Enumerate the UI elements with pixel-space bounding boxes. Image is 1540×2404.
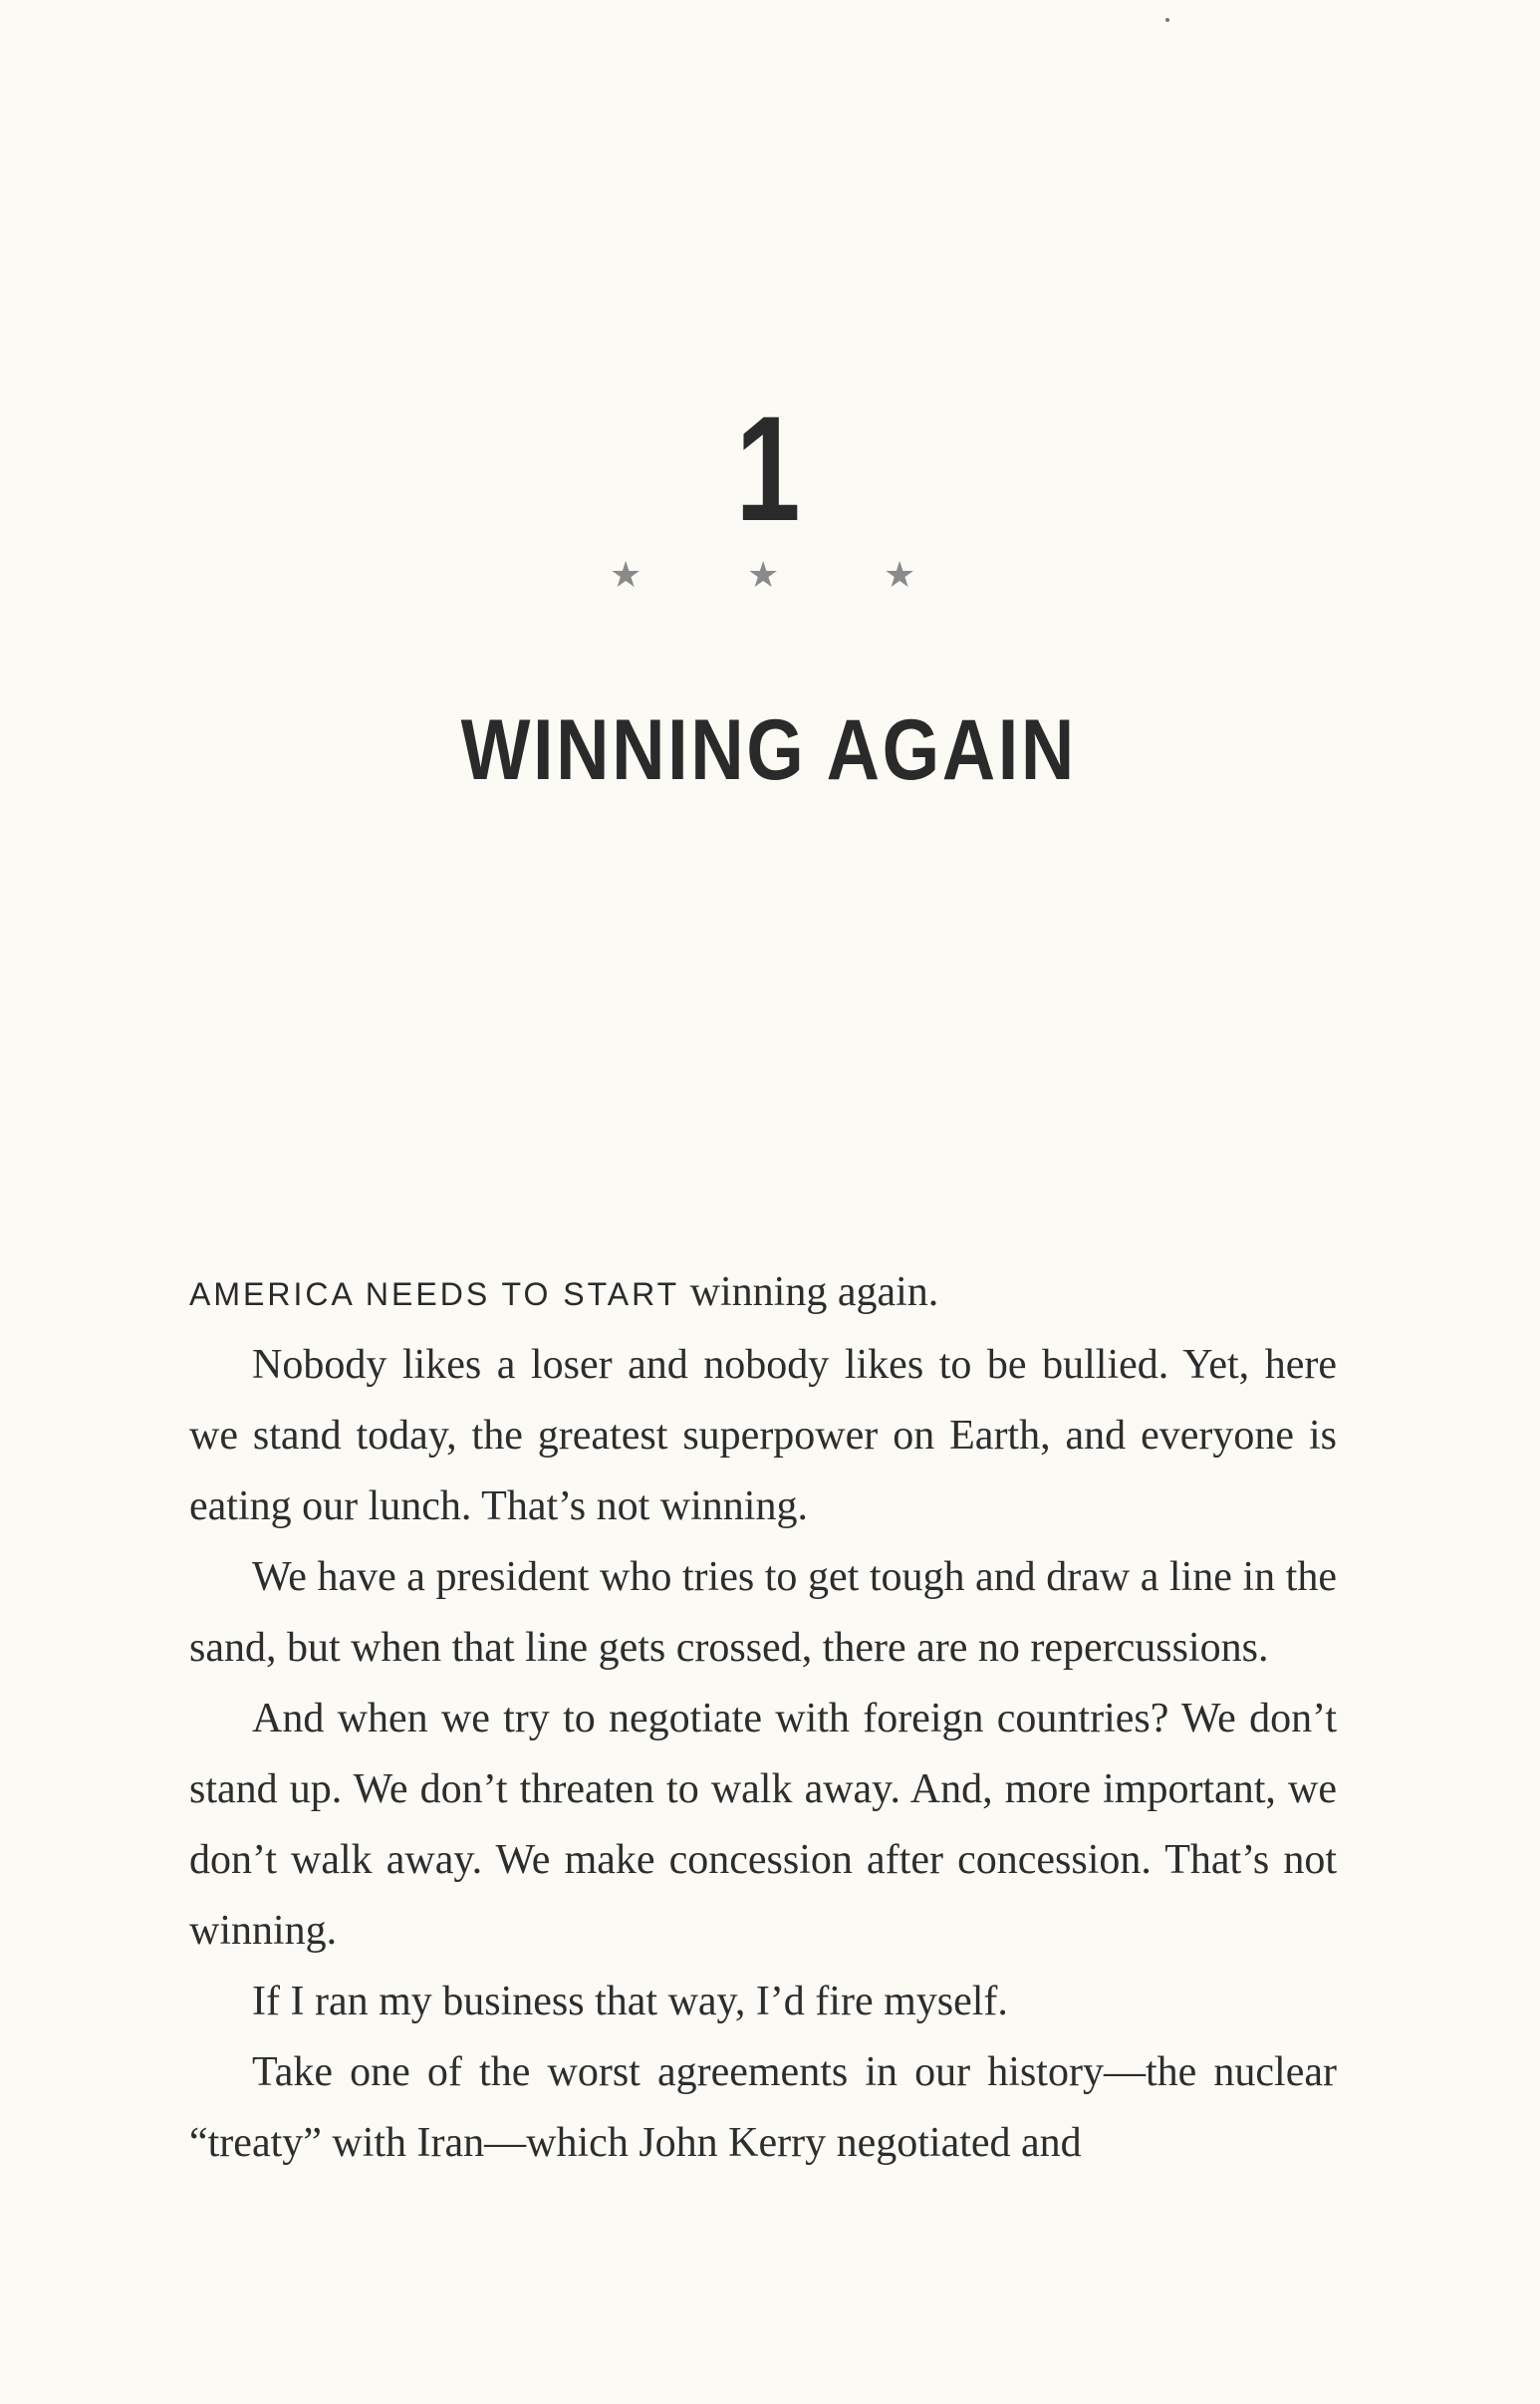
paragraph: Take one of the worst agreements in our history—the nuclear “treaty” with Iran—which John Kerry negotiated and <box>189 2049 1337 2166</box>
paper-speck <box>1165 18 1169 22</box>
paragraph: Nobody likes a loser and nobody likes to be bullied. Yet, here we stand today, the greatest superpower on Earth, and everyone is eating our lunch. That’s not winning. <box>189 1342 1337 1529</box>
chapter-ornament <box>0 555 1540 608</box>
paragraph: If I ran my business that way, I’d fire myself. <box>252 1979 1008 2024</box>
paragraph: And when we try to negotiate with foreign countries? We don’t stand up. We don’t threaten to walk away. And, more important, we don’t walk away. We make concession after concession. That’s not winning. <box>189 1696 1337 1954</box>
star-icon: ★ <box>747 555 780 596</box>
chapter-body <box>189 1257 1337 2179</box>
star-icon: ★ <box>610 555 642 596</box>
lead-in-smallcaps: AMERICA NEEDS TO START <box>189 1276 680 1312</box>
opening-line <box>189 1257 1337 1330</box>
chapter-number: 1 <box>735 385 801 552</box>
opening-line-rest: winning again. <box>679 1269 939 1315</box>
star-icon: ★ <box>884 555 916 596</box>
paragraph: We have a president who tries to get tough and draw a line in the sand, but when that line gets crossed, there are no repercussions. <box>189 1554 1337 1671</box>
chapter-title: WINNING AGAIN <box>460 702 1077 798</box>
